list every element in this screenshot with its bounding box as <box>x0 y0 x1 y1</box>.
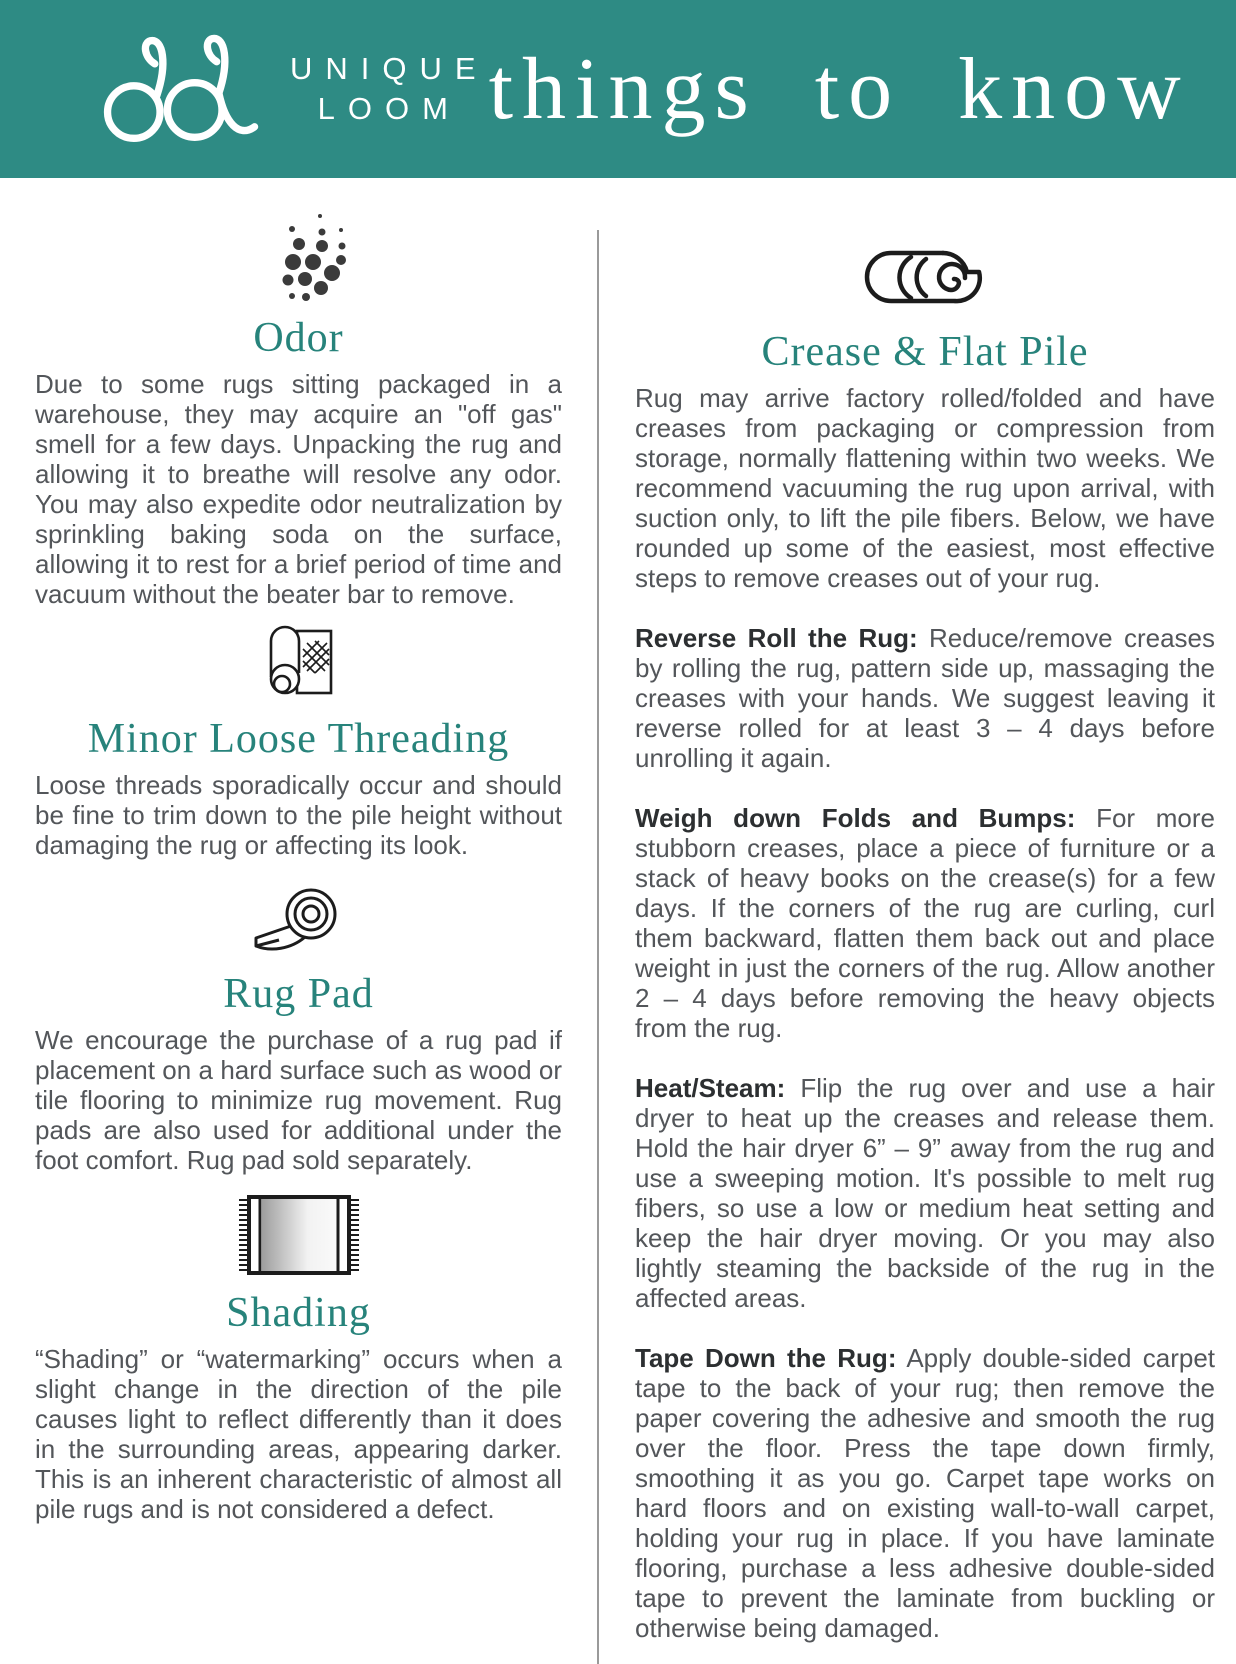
tip-reverse-roll-text: Reduce/remove creases by rolling the rug, pattern side up, massaging the creases with your hands. We suggest leaving it reverse rolled for at least 3 – 4 days before unrolling it again. <box>635 623 1215 773</box>
brand-name <box>290 49 489 130</box>
section-odor <box>35 178 562 609</box>
shaded-rug-icon <box>237 1191 361 1284</box>
section-rug-pad <box>35 860 562 1175</box>
tip-weigh-down-text: For more stubborn creases, place a piece of furniture or a stack of heavy books on the crease(s) for a few days. If the corners of the rug are curling, curl them backward, flatten them back out and place weight in just the corners of the rug. Allow another 2 – 4 days before removing the heavy objects from the rug. <box>635 803 1215 1043</box>
tip-heat-steam-text: Flip the rug over and use a hair dryer to heat up the creases and release them. Hold the hair dryer 6” – 9” away from the rug and use a sweeping motion. It's possible to melt rug fibers, so use a low or medium heat setting and keep the hair dryer moving. Or you may also lightly steaming the backside of the rug in the affected areas. <box>635 1073 1216 1313</box>
rug-pad-body: We encourage the purchase of a rug pad if placement on a hard surface such as wood or tile flooring to minimize rug movement. Rug pads are also used for additional under the foot comfort. Rug pad sold separately. <box>35 1025 562 1175</box>
rolled-rug-threads-icon <box>259 615 339 710</box>
tip-tape-down-label: Tape Down the Rug: <box>635 1343 897 1373</box>
tip-weigh-down <box>635 803 1215 1043</box>
odor-body: Due to some rugs sitting packaged in a warehouse, they may acquire an "off gas" smell for a few days. Unpacking the rug and allowing it to breathe will resolve any odor. You may also expedite odor neutralization by sprinkling baking soda on the surface, allowing it to rest for a brief period of time and vacuum without the beater bar to remove. <box>35 369 562 609</box>
tip-reverse-roll-label: Reverse Roll the Rug: <box>635 623 918 653</box>
rolled-rug-side-icon <box>855 240 995 323</box>
crease-flat-pile-intro: Rug may arrive factory rolled/folded and have creases from packaging or compression from storage, normally flattening within two weeks. We recommend vacuuming the rug upon arrival, with suction only, to lift the pile fibers. Below, we have rounded up some of the easiest, most effective steps to remove creases out of your rug. <box>635 383 1215 593</box>
tip-heat-steam-label: Heat/Steam: <box>635 1073 786 1103</box>
odor-dots-icon <box>249 210 349 309</box>
unique-loom-logo-icon <box>96 30 264 148</box>
page-title: things to know <box>488 40 1190 138</box>
rug-pad-heading: Rug Pad <box>223 971 374 1017</box>
section-minor-loose-threading <box>35 609 562 860</box>
tip-heat-steam <box>635 1073 1215 1313</box>
minor-loose-threading-body: Loose threads sporadically occur and should be fine to trim down to the pile height without damaging the rug or affecting its look. <box>35 770 562 860</box>
left-column <box>35 178 562 1643</box>
content-area <box>0 178 1236 1643</box>
brand-lockup <box>96 30 489 148</box>
section-shading <box>35 1175 562 1524</box>
column-divider <box>597 230 599 1664</box>
brand-line1: UNIQUE <box>290 50 489 86</box>
brand-line2: LOOM <box>317 91 461 126</box>
header-banner <box>0 0 1236 178</box>
crease-flat-pile-heading: Crease & Flat Pile <box>761 329 1089 375</box>
tip-tape-down-text: Apply double-sided carpet tape to the back of your rug; then remove the paper covering the adhesive and smooth the rug over the floor. Press the tape down firmly, smoothing it as you go. Carpet tape works on hard floors and on existing wall-to-wall carpet, holding your rug in place. If you have laminate flooring, purchase a less adhesive double-sided tape to prevent the laminate from buckling or otherwise being damaged. <box>635 1343 1216 1643</box>
shading-body: “Shading” or “watermarking” occurs when a slight change in the direction of the pile causes light to reflect differently than it does in the surrounding areas, appearing darker. This is an inherent characteristic of almost all pile rugs and is not considered a defect. <box>35 1344 562 1524</box>
tip-tape-down <box>635 1343 1215 1643</box>
rug-pad-roll-icon <box>249 880 349 965</box>
odor-heading: Odor <box>253 315 344 361</box>
section-crease-flat-pile <box>635 178 1215 1643</box>
minor-loose-threading-heading: Minor Loose Threading <box>87 716 510 762</box>
tip-reverse-roll <box>635 623 1215 773</box>
right-column <box>635 178 1215 1643</box>
shading-heading: Shading <box>226 1290 371 1336</box>
tip-weigh-down-label: Weigh down Folds and Bumps: <box>635 803 1076 833</box>
